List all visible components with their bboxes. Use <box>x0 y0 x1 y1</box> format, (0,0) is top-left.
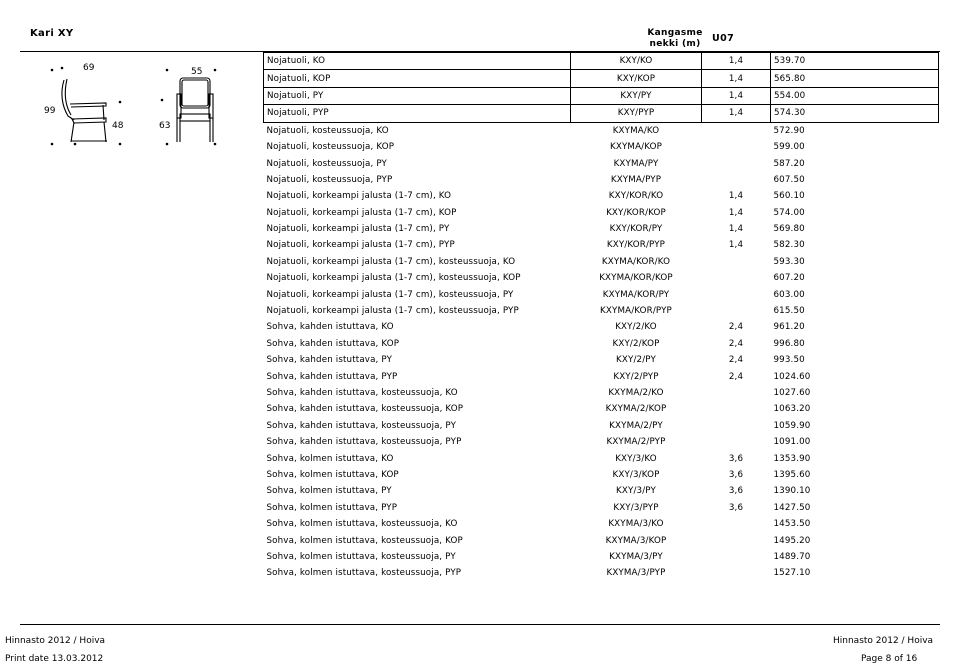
price-cell: 607.20 <box>773 273 805 284</box>
price-cell: 1059.90 <box>773 420 811 431</box>
product-name-cell: Nojatuoli, korkeampi jalusta (1-7 cm), KO <box>266 191 452 202</box>
product-code-cell: KXYMA/3/PY <box>609 551 663 562</box>
dot <box>51 69 54 72</box>
product-name-cell: Sohva, kolmen istuttava, kosteussuoja, KO <box>266 519 458 530</box>
table-row <box>264 467 939 483</box>
product-name-cell: Nojatuoli, kosteussuoja, KOP <box>266 142 395 153</box>
fabric-amount-cell <box>702 270 771 286</box>
fabric-amount-cell: 1,4 <box>728 207 744 218</box>
product-code-cell: KXYMA/KOR/KOP <box>599 273 673 284</box>
front-legs <box>180 121 210 142</box>
fabric-amount-cell <box>702 286 771 302</box>
table-row <box>264 237 939 253</box>
table-row <box>264 483 939 499</box>
fabric-amount-cell: 2,4 <box>728 338 744 349</box>
product-name-cell: Sohva, kolmen istuttava, kosteussuoja, PYP <box>266 568 462 579</box>
brand-name: Kari XY <box>30 28 74 39</box>
product-name-cell: Sohva, kolmen istuttava, kosteussuoja, KOP <box>266 535 463 546</box>
product-code-cell: KXY/2/KOP <box>612 338 660 349</box>
fabric-amount-cell <box>702 254 771 270</box>
product-name-cell: Sohva, kahden istuttava, kosteussuoja, KOP <box>266 404 464 415</box>
price-cell: 1091.00 <box>773 437 811 448</box>
fabric-amount-cell <box>702 155 771 171</box>
product-code-cell: KXY/2/KO <box>615 322 657 333</box>
fabric-amount-cell: 1,4 <box>728 191 744 202</box>
side-rear-leg <box>71 122 74 142</box>
product-name-cell: Sohva, kahden istuttava, KOP <box>266 338 400 349</box>
price-cell: 1063.20 <box>773 404 811 415</box>
dot <box>74 143 77 146</box>
table-row <box>264 270 939 286</box>
front-backrest-inner <box>182 80 208 106</box>
product-code-cell: KXY/2/PY <box>616 355 656 366</box>
price-table <box>263 52 939 582</box>
table-row <box>264 418 939 434</box>
table-row <box>264 205 939 221</box>
footer-divider <box>20 624 940 625</box>
product-code-cell: KXYMA/KOR/KO <box>601 256 671 267</box>
front-seat <box>180 114 210 121</box>
product-name-cell: Sohva, kahden istuttava, kosteussuoja, PYP <box>266 437 462 448</box>
fabric-amount-cell <box>702 303 771 319</box>
fabric-amount-cell: 3,6 <box>728 469 744 480</box>
product-name-cell: Nojatuoli, korkeampi jalusta (1-7 cm), KOP <box>266 207 457 218</box>
product-name-cell: Nojatuoli, kosteussuoja, PYP <box>266 174 393 185</box>
page-number: Page 8 of 16 <box>861 654 918 664</box>
price-cell: 1390.10 <box>773 486 811 497</box>
fabric-amount-cell: 3,6 <box>728 502 744 513</box>
product-name-cell: Nojatuoli, korkeampi jalusta (1-7 cm), PYP <box>266 240 455 251</box>
product-code-cell: KXY/KOR/PY <box>609 224 663 235</box>
fabric-amount-cell: 3,6 <box>728 486 744 497</box>
product-name-cell: Nojatuoli, korkeampi jalusta (1-7 cm), kosteussuoja, KO <box>266 256 516 267</box>
product-name-cell: Sohva, kolmen istuttava, kosteussuoja, PY <box>266 551 456 562</box>
table-row <box>264 401 939 417</box>
table-row <box>264 70 939 87</box>
fabric-column-header: Kangasme nekki (m) <box>647 28 703 49</box>
product-code-cell: KXY/PYP <box>571 105 702 122</box>
front-backrest <box>180 78 210 108</box>
price-cell: 1527.10 <box>773 568 811 579</box>
product-code-cell: KXYMA/3/KO <box>608 519 664 530</box>
product-name-cell: Sohva, kahden istuttava, PY <box>266 355 393 366</box>
price-cell: 993.50 <box>773 355 805 366</box>
fabric-amount-cell: 2,4 <box>728 355 744 366</box>
dot <box>51 143 54 146</box>
chair-drawings-svg <box>30 58 255 158</box>
table-row <box>264 319 939 335</box>
dot <box>166 143 169 146</box>
product-code-header: U07 <box>712 33 735 44</box>
fabric-amount-cell: 1,4 <box>702 105 771 122</box>
product-name-cell: Nojatuoli, korkeampi jalusta (1-7 cm), kosteussuoja, KOP <box>266 273 521 284</box>
product-name-cell: Nojatuoli, korkeampi jalusta (1-7 cm), kosteussuoja, PYP <box>266 306 519 317</box>
product-code-cell: KXYMA/2/KOP <box>605 404 667 415</box>
fabric-amount-cell <box>702 172 771 188</box>
price-cell: 996.80 <box>773 338 805 349</box>
footer-right-label: Hinnasto 2012 / Hoiva <box>833 636 934 646</box>
chair-drawings <box>30 58 255 158</box>
product-name-cell: Nojatuoli, kosteussuoja, PY <box>266 158 387 169</box>
product-name-cell: Nojatuoli, PY <box>264 87 571 104</box>
product-code-cell: KXY/2/PYP <box>613 371 659 382</box>
dot <box>119 143 122 146</box>
price-cell: 593.30 <box>773 256 805 267</box>
product-code-cell: KXYMA/PYP <box>610 174 662 185</box>
product-name-cell: Sohva, kolmen istuttava, KOP <box>266 469 399 480</box>
price-cell: 1024.60 <box>773 371 811 382</box>
fabric-amount-cell <box>702 401 771 417</box>
product-code-cell: KXY/3/PYP <box>613 502 659 513</box>
dot <box>166 69 169 72</box>
table-row <box>264 336 939 352</box>
price-cell: 961.20 <box>773 322 805 333</box>
table-row <box>264 434 939 450</box>
fabric-amount-cell: 1,4 <box>702 53 771 70</box>
product-code-cell: KXY/KOR/PYP <box>606 240 666 251</box>
price-cell: 554.00 <box>771 87 939 104</box>
fabric-amount-cell: 1,4 <box>728 224 744 235</box>
product-name-cell: Nojatuoli, korkeampi jalusta (1-7 cm), kosteussuoja, PY <box>266 289 514 300</box>
table-row <box>264 286 939 302</box>
table-row <box>264 516 939 532</box>
price-cell: 1489.70 <box>773 551 811 562</box>
product-name-cell: Nojatuoli, kosteussuoja, KO <box>266 125 389 136</box>
table-row <box>264 565 939 581</box>
price-cell: 607.50 <box>773 174 805 185</box>
fabric-amount-cell <box>702 385 771 401</box>
table-row <box>264 532 939 548</box>
product-code-cell: KXYMA/2/PY <box>609 420 663 431</box>
product-code-cell: KXYMA/3/PYP <box>606 568 666 579</box>
product-code-cell: KXYMA/2/KO <box>608 388 664 398</box>
fabric-amount-cell <box>702 434 771 450</box>
side-armrest <box>70 103 106 107</box>
product-name-cell: Sohva, kahden istuttava, kosteussuoja, PY <box>266 420 457 431</box>
product-code-cell: KXYMA/KOP <box>610 142 662 153</box>
dot <box>61 67 64 70</box>
fabric-amount-cell <box>702 139 771 155</box>
table-row <box>264 368 939 384</box>
fabric-amount-cell <box>702 565 771 581</box>
table-row <box>264 122 939 139</box>
dot <box>214 143 217 146</box>
fabric-amount-cell: 1,4 <box>702 70 771 87</box>
product-code-cell: KXYMA/KO <box>612 125 660 136</box>
table-row <box>264 221 939 237</box>
fabric-amount-cell <box>702 549 771 565</box>
price-cell: 1353.90 <box>773 453 811 464</box>
product-code-cell: KXY/3/KO <box>615 453 657 464</box>
price-cell: 599.00 <box>773 142 805 153</box>
chair-front-view <box>177 78 213 142</box>
product-name-cell: Nojatuoli, KOP <box>264 70 571 87</box>
price-cell: 603.00 <box>773 289 805 300</box>
dim-side-height: 99 <box>44 106 56 116</box>
product-code-cell: KXY/3/PY <box>616 486 656 497</box>
product-code-cell: KXYMA/2/PYP <box>606 437 666 448</box>
product-name-cell: Sohva, kolmen istuttava, PY <box>266 486 392 497</box>
front-outer-legs <box>177 118 213 142</box>
product-code-cell: KXY/3/KOP <box>612 469 660 480</box>
product-code-cell: KXYMA/3/KOP <box>605 535 667 546</box>
table-row <box>264 105 939 122</box>
side-backrest-front <box>62 80 74 120</box>
dot <box>161 99 164 102</box>
price-cell: 569.80 <box>773 224 805 235</box>
table-row <box>264 385 939 401</box>
product-name-cell: Nojatuoli, PYP <box>264 105 571 122</box>
table-row <box>264 155 939 171</box>
side-seat <box>72 118 106 123</box>
fabric-amount-cell: 2,4 <box>728 371 744 382</box>
product-code-cell: KXY/KOP <box>571 70 702 87</box>
price-cell: 1453.50 <box>773 519 811 530</box>
price-cell: 1395.60 <box>773 469 811 480</box>
price-cell: 1495.20 <box>773 535 811 546</box>
table-row <box>264 172 939 188</box>
product-name-cell: Sohva, kahden istuttava, kosteussuoja, KO <box>266 388 458 398</box>
table-row <box>264 87 939 104</box>
dot <box>119 101 122 104</box>
table-row <box>264 53 939 70</box>
dim-seat-height: 48 <box>112 121 124 131</box>
table-row <box>264 500 939 516</box>
price-cell: 565.80 <box>771 70 939 87</box>
product-code-cell: KXY/KO <box>571 53 702 70</box>
dim-side-depth: 69 <box>83 63 95 73</box>
product-name-cell: Nojatuoli, korkeampi jalusta (1-7 cm), PY <box>266 224 450 235</box>
fabric-amount-cell <box>702 122 771 139</box>
price-cell: 560.10 <box>773 191 805 202</box>
price-cell: 539.70 <box>771 53 939 70</box>
product-name-cell: Sohva, kahden istuttava, PYP <box>266 371 398 382</box>
product-code-cell: KXY/KOR/KOP <box>606 207 666 218</box>
fabric-amount-cell: 2,4 <box>728 322 744 333</box>
product-name-cell: Sohva, kolmen istuttava, KO <box>266 453 394 464</box>
product-name-cell: Sohva, kolmen istuttava, PYP <box>266 502 398 513</box>
print-date: Print date 13.03.2012 <box>5 654 104 664</box>
table-row <box>264 450 939 466</box>
side-backrest-rear <box>65 79 71 115</box>
dot <box>214 69 217 72</box>
dim-front-height: 63 <box>159 121 171 131</box>
price-cell: 582.30 <box>773 240 805 251</box>
fabric-amount-cell: 1,4 <box>728 240 744 251</box>
table-row <box>264 254 939 270</box>
side-front-leg <box>104 122 106 142</box>
table-row <box>264 139 939 155</box>
price-cell: 587.20 <box>773 158 805 169</box>
fabric-amount-cell: 3,6 <box>728 453 744 464</box>
price-cell: 572.90 <box>773 125 805 136</box>
price-rows <box>264 53 939 582</box>
chair-side-view <box>62 79 107 142</box>
footer-left-label: Hinnasto 2012 / Hoiva <box>5 636 106 646</box>
fabric-amount-cell <box>702 532 771 548</box>
price-cell: 574.00 <box>773 207 805 218</box>
table-row <box>264 303 939 319</box>
fabric-amount-cell <box>702 516 771 532</box>
product-code-cell: KXYMA/KOR/PYP <box>600 306 672 317</box>
price-cell: 574.30 <box>771 105 939 122</box>
price-cell: 1427.50 <box>773 502 811 513</box>
price-cell: 615.50 <box>773 306 805 317</box>
product-code-cell: KXY/KOR/KO <box>608 191 664 202</box>
price-cell: 1027.60 <box>773 388 811 398</box>
product-name-cell: Sohva, kahden istuttava, KO <box>266 322 394 333</box>
table-row <box>264 549 939 565</box>
product-name-cell: Nojatuoli, KO <box>264 53 571 70</box>
fabric-amount-cell: 1,4 <box>702 87 771 104</box>
dim-front-width: 55 <box>191 67 203 77</box>
product-code-cell: KXYMA/KOR/PY <box>602 289 670 300</box>
product-code-cell: KXYMA/PY <box>613 158 659 169</box>
product-code-cell: KXY/PY <box>571 87 702 104</box>
table-row <box>264 352 939 368</box>
fabric-amount-cell <box>702 418 771 434</box>
table-row <box>264 188 939 204</box>
